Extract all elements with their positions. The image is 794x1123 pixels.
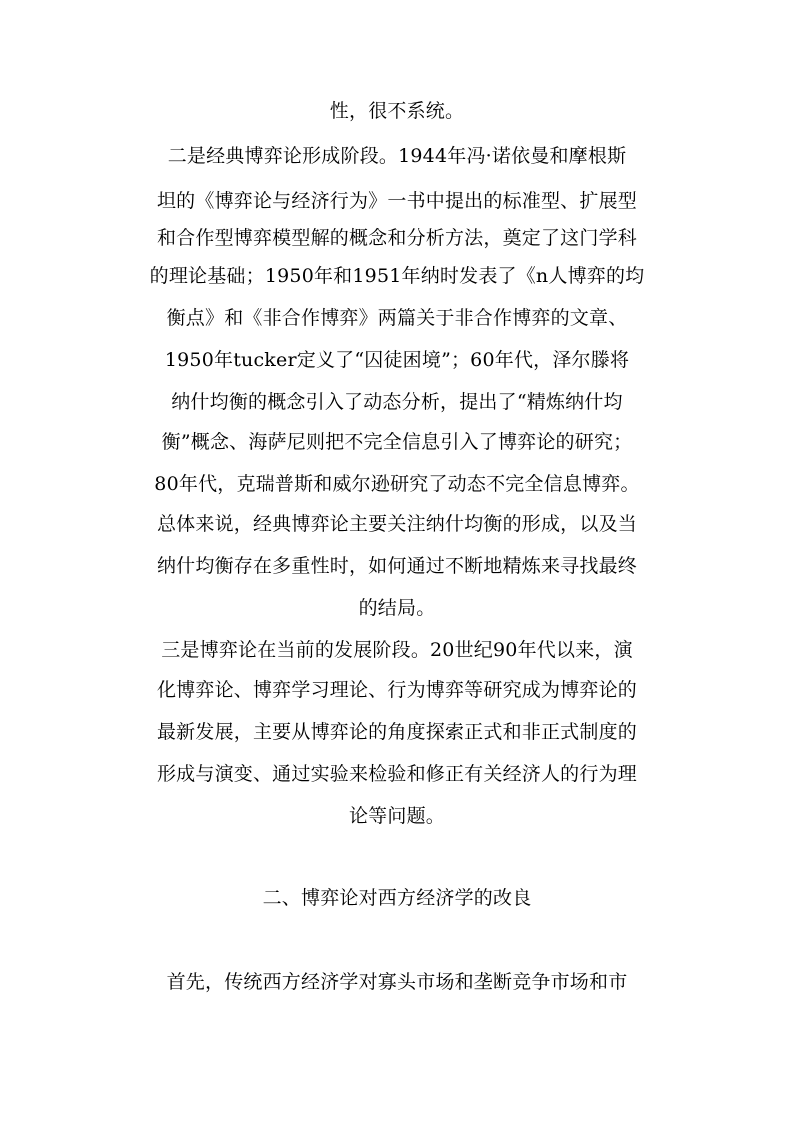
text-line: 坦的《博弈论与经济行为》一书中提出的标准型、扩展型 bbox=[156, 190, 637, 212]
text-line: 纳什均衡的概念引入了动态分析，提出了“精炼纳什均 bbox=[171, 391, 623, 413]
text-line: 性，很不系统。 bbox=[329, 100, 465, 122]
text-line: 和合作型博弈模型解的概念和分析方法，奠定了这门学科 bbox=[156, 227, 637, 249]
text-line: 1950年tucker定义了“囚徒困境”；60年代，泽尔滕将 bbox=[164, 349, 630, 371]
text-line: 衡”概念、海萨尼则把不完全信息引入了博弈论的研究； bbox=[161, 431, 633, 453]
text-line: 形成与演变、通过实验来检验和修正有关经济人的行为理 bbox=[156, 763, 637, 785]
text-line: 80年代，克瑞普斯和威尔逊研究了动态不完全信息博弈。 bbox=[154, 473, 640, 495]
text-line: 三是博弈论在当前的发展阶段。20世纪90年代以来，演 bbox=[161, 639, 633, 661]
text-line: 论等问题。 bbox=[348, 805, 445, 827]
text-line: 的理论基础；1950年和1951年纳时发表了《n人博弈的均 bbox=[149, 265, 645, 287]
text-line: 总体来说，经典博弈论主要关注纳什均衡的形成，以及当 bbox=[156, 513, 637, 535]
text-line: 衡点》和《非合作博弈》两篇关于非合作博弈的文章、 bbox=[166, 307, 628, 329]
text-line: 二是经典博弈论形成阶段。1944年冯·诺依曼和摩根斯 bbox=[167, 145, 627, 167]
text-line: 首先，传统西方经济学对寡头市场和垄断竞争市场和市 bbox=[166, 971, 628, 993]
text-line: 的结局。 bbox=[358, 597, 436, 619]
text-line: 最新发展，主要从博弈论的角度探索正式和非正式制度的 bbox=[156, 721, 637, 743]
text-line: 纳什均衡存在多重性时，如何通过不断地精炼来寻找最终 bbox=[156, 555, 637, 577]
text-line: 化博弈论、博弈学习理论、行为博弈等研究成为博弈论的 bbox=[156, 679, 637, 701]
section-heading: 二、博弈论对西方经济学的改良 bbox=[262, 887, 532, 909]
